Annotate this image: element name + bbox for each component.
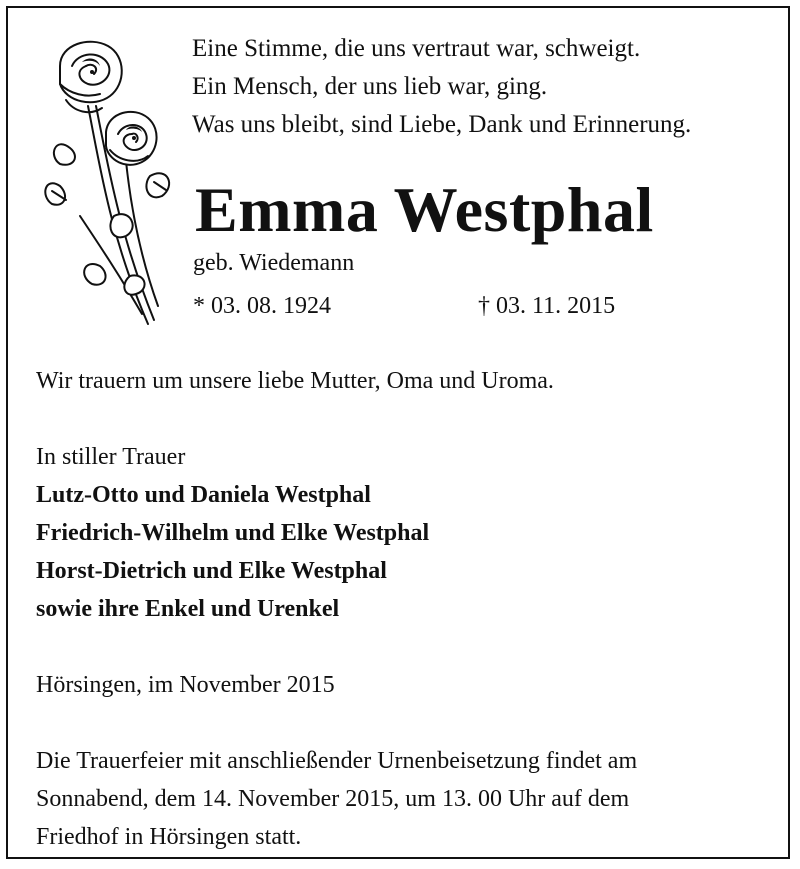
poem-line: Eine Stimme, die uns vertraut war, schweigt.	[192, 35, 641, 62]
poem-line: Was uns bleibt, sind Liebe, Dank und Erinnerung.	[192, 111, 692, 138]
place-date: Hörsingen, im November 2015	[36, 672, 335, 698]
poem-line: Ein Mensch, der uns lieb war, ging.	[192, 73, 548, 100]
death-date: † 03. 11. 2015	[478, 293, 616, 319]
birth-date: * 03. 08. 1924	[193, 293, 331, 319]
family-line: sowie ihre Enkel und Urenkel	[36, 596, 340, 622]
ceremony-line: Die Trauerfeier mit anschließender Urnenbeisetzung findet am	[36, 748, 638, 774]
ceremony-line: Sonnabend, dem 14. November 2015, um 13. 00 Uhr auf dem	[36, 786, 630, 812]
mourning-intro: In stiller Trauer	[36, 444, 186, 470]
family-line: Horst-Dietrich und Elke Westphal	[36, 558, 387, 584]
poem	[192, 30, 691, 144]
deceased-name: Emma Westphal	[195, 174, 654, 245]
family-line: Friedrich-Wilhelm und Elke Westphal	[36, 520, 430, 546]
family-line: Lutz-Otto und Daniela Westphal	[36, 482, 371, 508]
mourning-statement: Wir trauern um unsere liebe Mutter, Oma und Uroma.	[36, 368, 554, 394]
rose-icon	[30, 36, 180, 336]
notice-body	[36, 362, 637, 856]
maiden-name: geb. Wiedemann	[193, 250, 355, 276]
ceremony-line: Friedhof in Hörsingen statt.	[36, 824, 302, 850]
